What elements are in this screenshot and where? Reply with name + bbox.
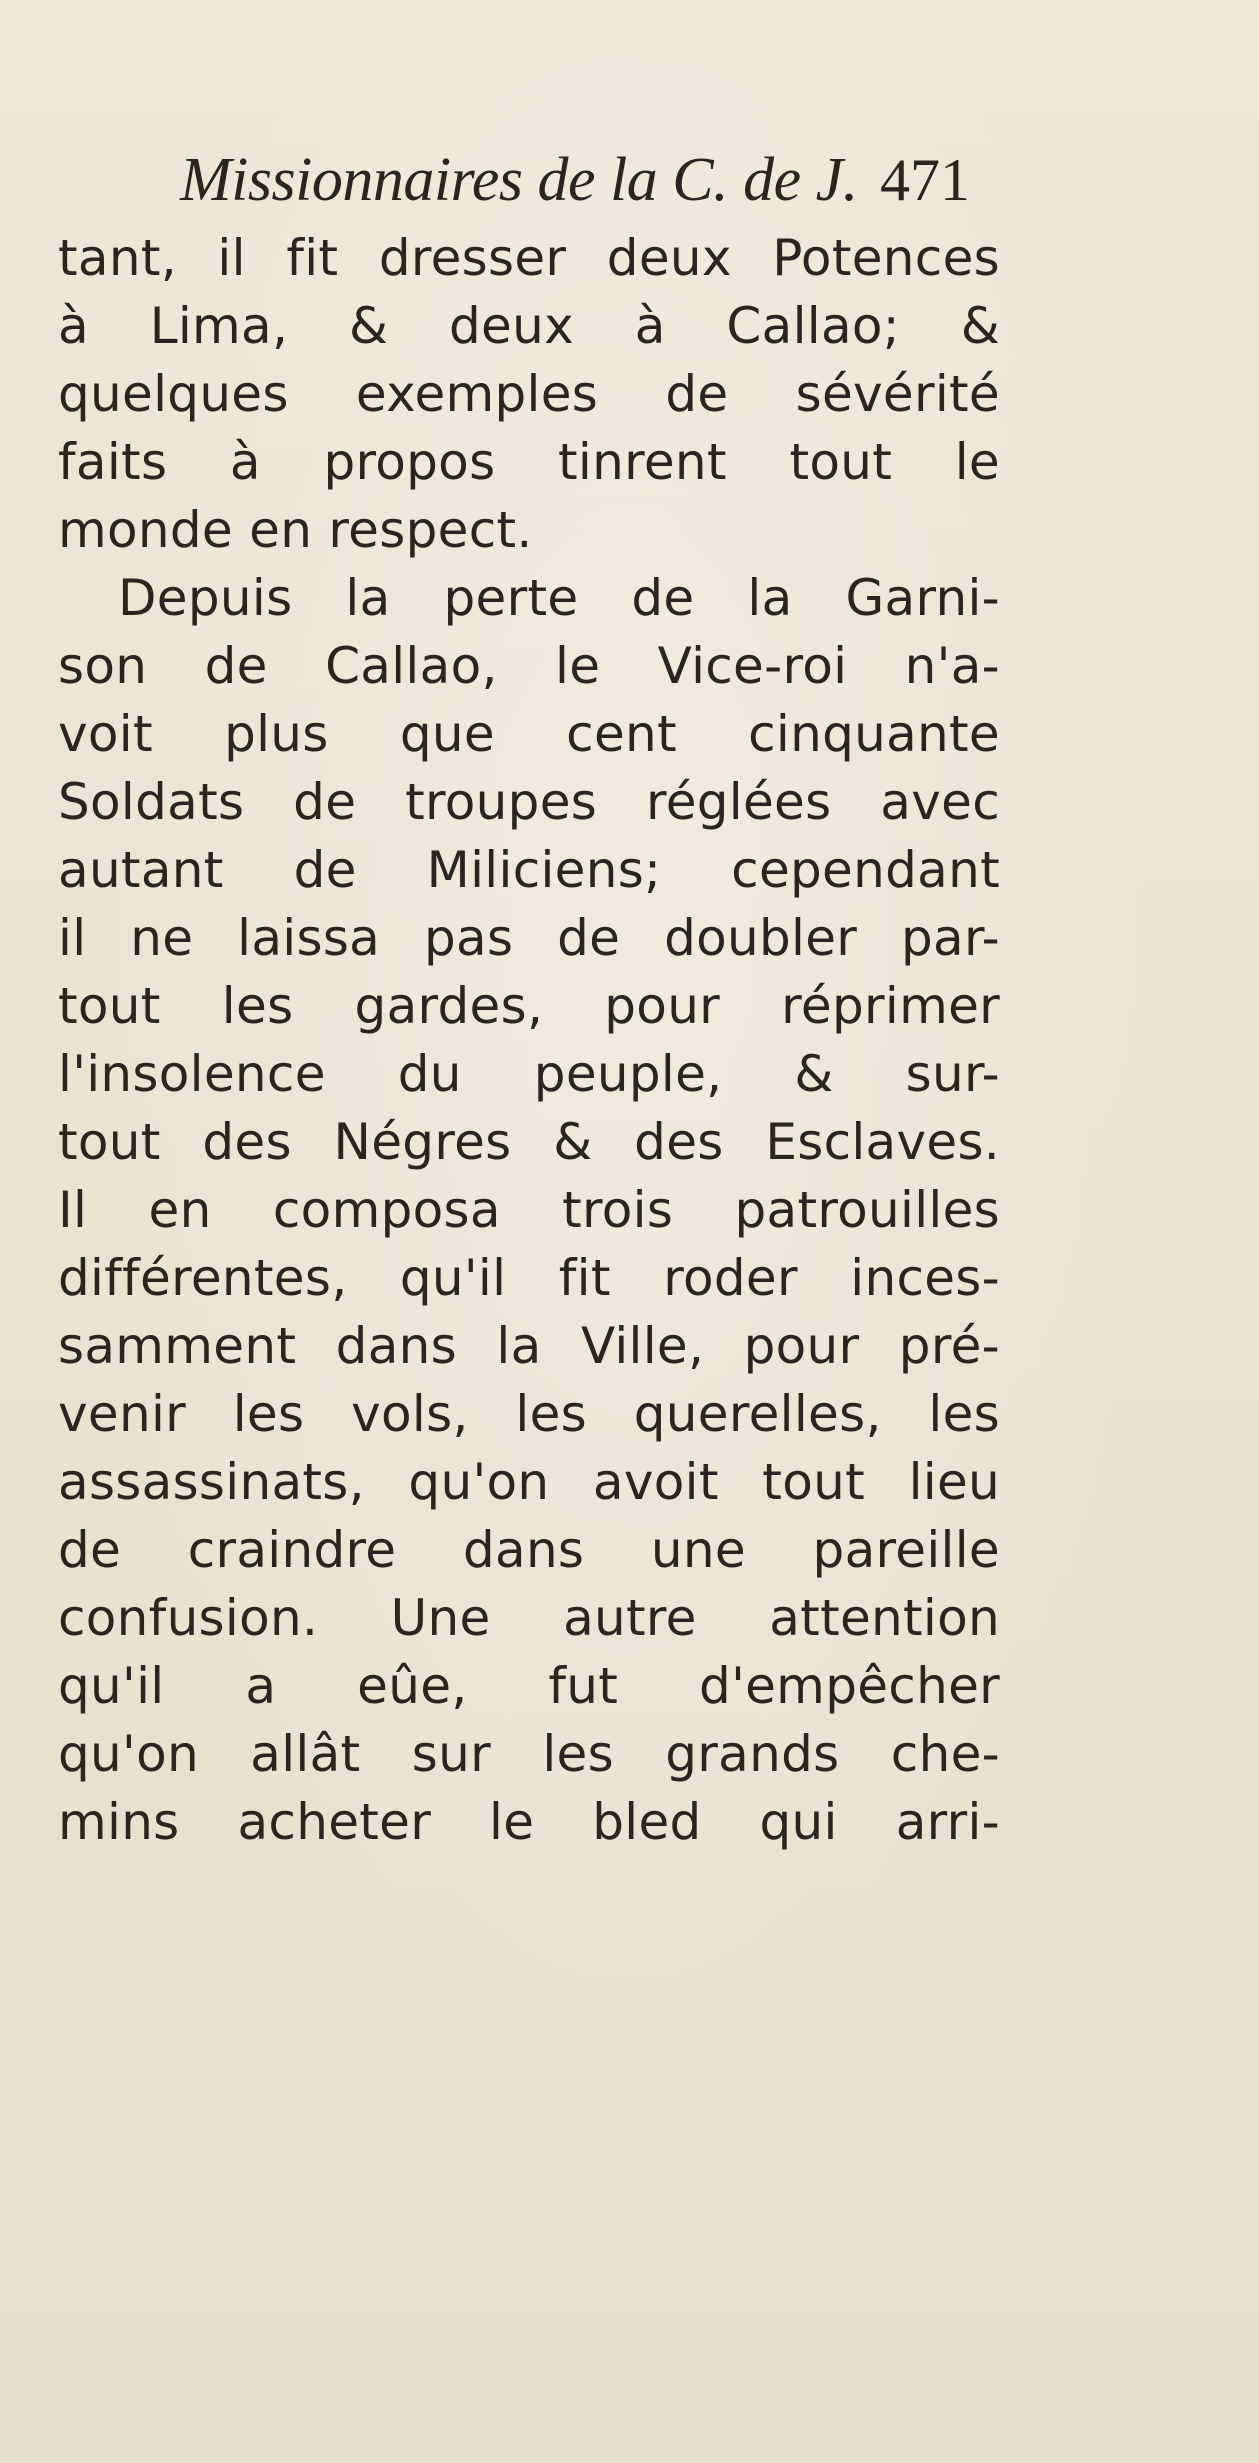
text-line: Depuis la perte de la Garni- — [118, 569, 1000, 627]
text-line: voit plus que cent cinquante — [58, 705, 1000, 763]
text-line: tout des Négres & des Esclaves. — [58, 1113, 1000, 1171]
text-line: venir les vols, les querelles, les — [58, 1385, 1000, 1443]
text-line: samment dans la Ville, pour pré- — [58, 1317, 1000, 1375]
text-line: confusion. Une autre attention — [58, 1589, 1000, 1647]
text-line: autant de Miliciens; cependant — [58, 841, 1000, 899]
text-line: son de Callao, le Vice-roi n'a- — [58, 637, 1000, 695]
text-line: mins acheter le bled qui arri- — [58, 1793, 1000, 1851]
text-line: différentes, qu'il fit roder inces- — [58, 1249, 1000, 1307]
page-number: 471 — [880, 147, 970, 213]
text-line: tout les gardes, pour réprimer — [58, 977, 1000, 1035]
text-line: qu'on allât sur les grands che- — [58, 1725, 1000, 1783]
text-line: de craindre dans une pareille — [58, 1521, 1000, 1579]
text-line: faits à propos tinrent tout le — [58, 433, 1000, 491]
text-line: Soldats de troupes réglées avec — [58, 773, 1000, 831]
text-line: monde en respect. — [58, 501, 533, 559]
text-line: l'insolence du peuple, & sur- — [58, 1045, 1000, 1103]
running-title: Missionnaires de la C. de J. — [180, 146, 858, 214]
page-header — [180, 140, 1080, 220]
text-line: il ne laissa pas de doubler par- — [58, 909, 1000, 967]
body-text — [58, 224, 1000, 1856]
text-line: Il en composa trois patrouilles — [58, 1181, 1000, 1239]
text-line: quelques exemples de sévérité — [58, 365, 1000, 423]
text-line: qu'il a eûe, fut d'empêcher — [58, 1657, 1000, 1715]
text-line: à Lima, & deux à Callao; & — [58, 297, 1000, 355]
text-line: tant, il fit dresser deux Potences — [58, 229, 1000, 287]
text-line: assassinats, qu'on avoit tout lieu — [58, 1453, 1000, 1511]
